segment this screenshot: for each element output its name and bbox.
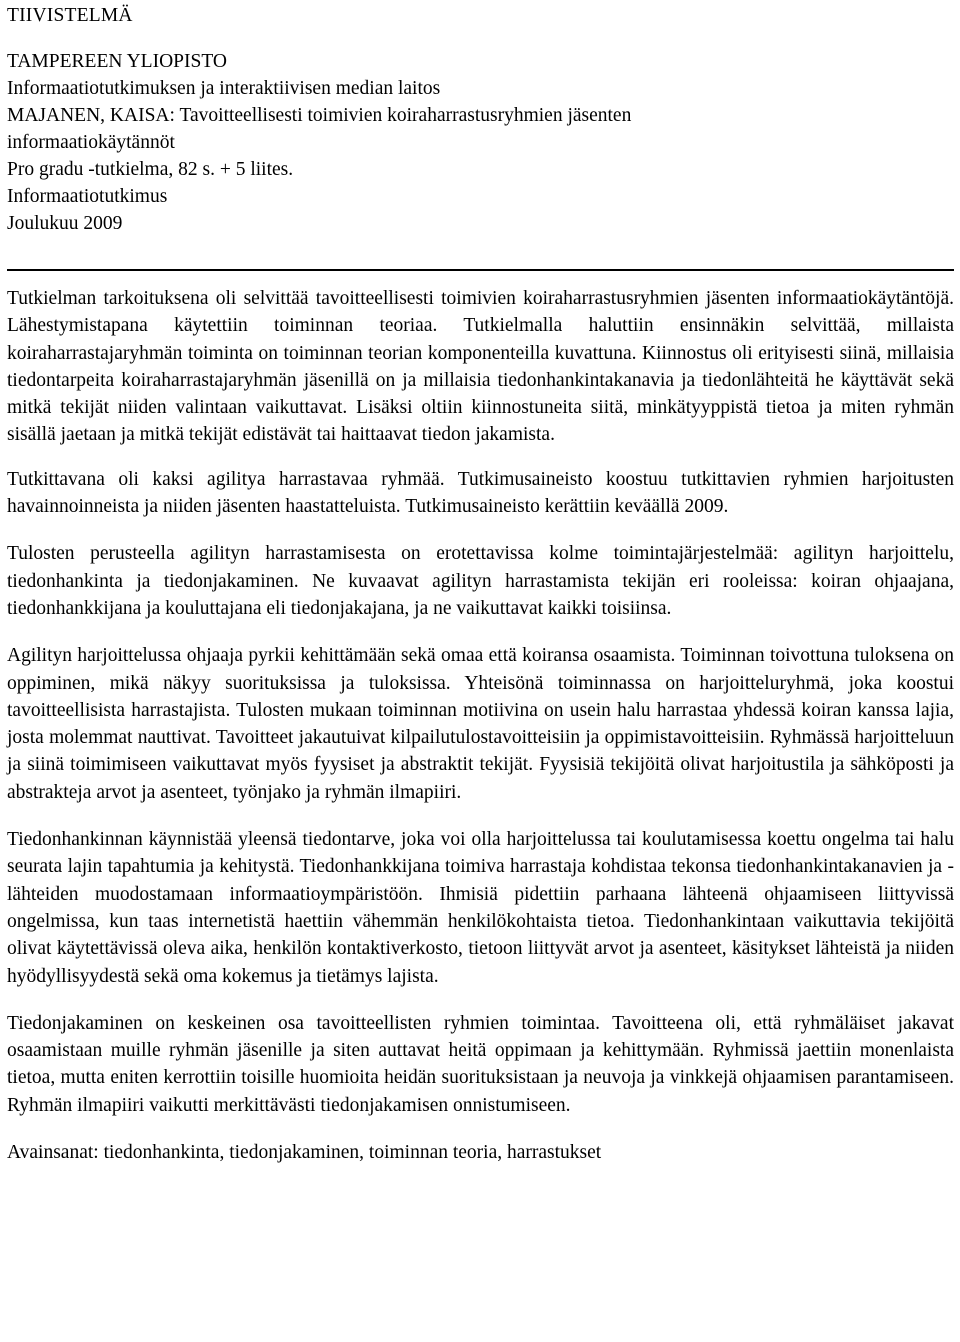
- abstract-paragraph-4: Agilityn harjoittelussa ohjaaja pyrkii kehittämään sekä omaa että koiransa osaamista. Toiminnan toivottuna tuloksena on oppiminen, mikä näkyy suorituksissa ja tuloksissa. Yhteisönä toiminnassa on harjoitteluryhmä, joka koostui tavoitteellisista harrastajista. Tulosten mukaan toiminnan motiivina on usein halu harrastaa yhdessä koiran kanssa lajia, josta molemmat nauttivat. Tavoitteet jakautuivat kilpailutulostavoitteisiin ja oppimistavoitteisiin. Ryhmässä harjoitteluun ja siinä toimimiseen vaikuttavat myös fyysiset ja abstraktit tekijät. Fyysisiä tekijöitä olivat harjoitustila ja sähköposti ja abstrakteja arvot ja asenteet, työnjako ja ryhmän ilmapiiri.: [7, 645, 954, 803]
- thesis-metadata: [7, 48, 954, 237]
- abstract-paragraph-5: Tiedonhankinnan käynnistää yleensä tiedontarve, joka voi olla harjoittelussa tai koulutamisessa koettu ongelma tai halu seurata lajin tapahtumia ja kehitystä. Tiedonhankkijana toimiva harrastaja kohdistaa tekonsa tiedonhankintakanavien ja -lähteiden muodostamaan informaatioympäristöön. Ihmisiä pidettiin parhaana lähteenä ohjaamiseen liittyvissä ongelmissa, kun taas internetistä haettiin vähemmän henkilökohtaista tietoa. Tiedonhankintaan vaikuttavia tekijöitä olivat käytettävissä oleva aika, henkilön kontaktiverkosto, tietoon liittyvät arvot ja asenteet, käsitykset lähteistä ja niiden hyödyllisyydestä sekä oma kokemus ja tietämys lajista.: [7, 829, 954, 987]
- keywords-line: Avainsanat: tiedonhankinta, tiedonjakaminen, toiminnan teoria, harrastukset: [7, 1142, 602, 1164]
- abstract-paragraph-3: Tulosten perusteella agilityn harrastamisesta on erotettavissa kolme toimintajärjestelmää: agilityn harjoittelu, tiedonhankinta ja tiedonjakaminen. Ne kuvaavat agilityn harrastamista tekijän eri rooleissa: koiran ohjaajana, tiedonhankkijana ja kouluttajana eli tiedonjakajana, ja ne vaikuttavat kaikki toisiinsa.: [7, 543, 954, 619]
- author-title-line-2: informaatiokäytännöt: [7, 132, 175, 153]
- thesis-type: Pro gradu -tutkielma, 82 s. + 5 liites.: [7, 159, 294, 180]
- abstract-paragraph-6: Tiedonjakaminen on keskeinen osa tavoitteellisten ryhmien toimintaa. Tavoitteena oli, että ryhmäläiset jakavat osaamistaan muille ryhmän jäsenille ja siten auttavat heitä oppimaan ja kehittymään. Ryhmissä jaettiin monenlaista tietoa, mutta eniten kerrottiin toisille huomioita heidän suorituksistaan ja neuvoja ja vinkkejä ohjaamisen parantamiseen. Ryhmän ilmapiiri vaikutti merkittävästi tiedonjakamisen onnistumiseen.: [7, 1012, 954, 1116]
- page-heading: TIIVISTELMÄ: [7, 5, 133, 26]
- thesis-date: Joulukuu 2009: [7, 213, 123, 234]
- department-name: Informaatiotutkimuksen ja interaktiivisen median laitos: [7, 78, 441, 99]
- author-title-line-1: MAJANEN, KAISA: Tavoitteellisesti toimivien koiraharrastusryhmien jäsenten: [7, 105, 632, 126]
- document-page: [7, 0, 954, 1166]
- divider-rule: [7, 269, 954, 271]
- abstract-body: [7, 285, 954, 1119]
- university-name: TAMPEREEN YLIOPISTO: [7, 51, 227, 72]
- abstract-paragraph-1: Tutkielman tarkoituksena oli selvittää tavoitteellisesti toimivien koiraharrastusryhmien jäsenten informaatiokäytäntöjä. Lähestymistapana käytettiin toiminnan teoriaa. Tutkielmalla haluttiin ensinnäkin selvittää, millaista koiraharrastajaryhmän toiminta on toiminnan teorian komponenteilla kuvattuna. Kiinnostus oli erityisesti siinä, millaisia tiedontarpeita koiraharrastajaryhmän jäsenillä on ja millaisia tiedonhankintakanavia ja tiedonlähteitä he käyttävät sekä mitkä tekijät niiden valintaan vaikuttavat. Lisäksi oltiin kiinnostuneita siitä, minkätyyppistä tietoa ja miten ryhmän sisällä jaetaan ja mitkä tekijät edistävät tai haittaavat tiedon jakamista.: [7, 288, 954, 446]
- abstract-paragraph-2: Tutkittavana oli kaksi agilitya harrastavaa ryhmää. Tutkimusaineisto koostuu tutkittavien ryhmien harjoitusten havainnoinneista ja niiden jäsenten haastatteluista. Tutkimusaineisto kerättiin keväällä 2009.: [7, 468, 954, 518]
- subject-name: Informaatiotutkimus: [7, 186, 168, 207]
